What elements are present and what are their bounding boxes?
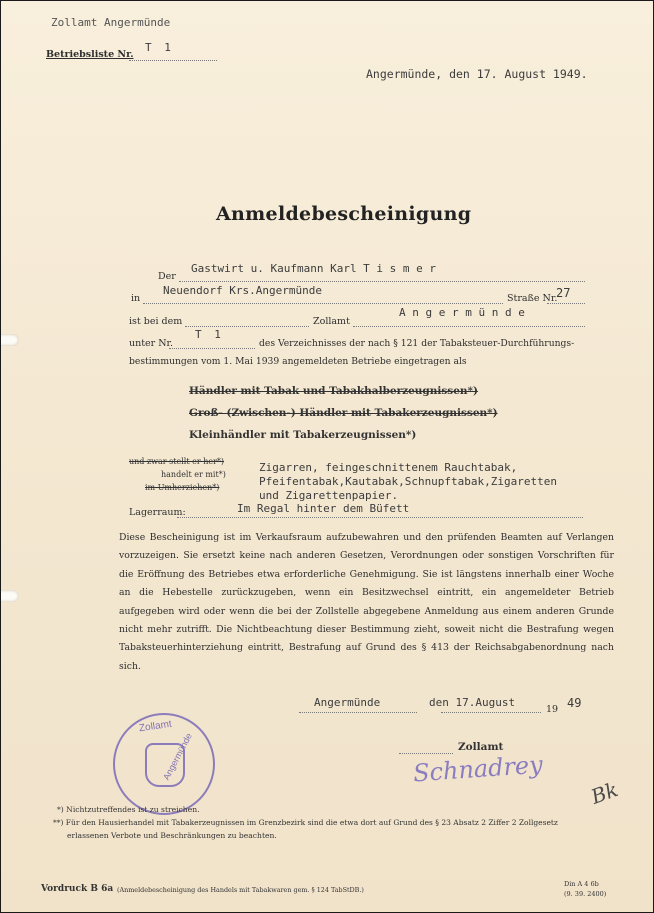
zollamt-footer-line (399, 753, 453, 754)
in-label: in (131, 293, 141, 304)
verzeichnis-text: des Verzeichnisses der nach § 121 der Tabaksteuer-Durchführungs- (259, 338, 575, 349)
unter-nr-line (169, 348, 255, 349)
bottom-den-line (441, 712, 541, 713)
betriebsliste-label: Betriebsliste Nr. (46, 49, 134, 60)
vordruck-description: (Anmeldebescheinigung des Handels mit Tabakwaren gem. § 124 TabStDB.) (117, 886, 364, 894)
lagerraum-line (177, 517, 583, 518)
betriebsliste-line (129, 60, 217, 61)
print-code-1: Din A 4 6b (564, 880, 599, 888)
stamp-top-text: Zollamt (138, 718, 173, 735)
footnote-1: *) Nichtzutreffendes ist zu streichen. (57, 805, 200, 814)
bottom-year-prefix: 19 (546, 704, 559, 715)
office-header: Zollamt Angermünde (51, 16, 171, 29)
print-code-2: (9. 39. 2400) (564, 890, 607, 898)
zollamt-footer: Zollamt (458, 741, 504, 753)
footnote-3: erlassenen Verbote und Beschränkungen zu beachten. (67, 831, 277, 840)
vordruck-label: Vordruck B 6a (41, 884, 114, 894)
place-date-top: Angermünde, den 17. August 1949. (366, 67, 588, 81)
in-line (143, 303, 503, 304)
category-haendler-tabak: Händler mit Tabak und Tabakhalberzeugnissen*) (189, 385, 478, 397)
ist-bei-dem-line (185, 326, 309, 327)
betriebsliste-value: T 1 (145, 41, 174, 54)
unter-nr-value: T 1 (195, 328, 224, 341)
strasse-value: 27 (556, 286, 571, 300)
handelt-value-2: Pfeifentabak,Kautabak,Schnupftabak,Zigaretten (259, 475, 558, 488)
signature: Schnadrey (412, 750, 544, 788)
ist-bei-dem: ist bei dem (129, 316, 183, 327)
strasse-line (547, 303, 585, 304)
zollamt-label: Zollamt (313, 316, 350, 327)
zollamt-value: A n g e r m ü n d e (399, 306, 525, 319)
initials: Bk (587, 777, 622, 809)
footnote-2: **) Für den Hausierhandel mit Tabakerzeugnissen im Grenzbezirk sind die etwa dort auf Grund des § 23 Absatz 2 Ziffer 2 Zollgesetz (53, 818, 558, 827)
handelt-value-1: Zigarren, feingeschnittenem Rauchtabak, (259, 461, 518, 474)
bottom-place-line (299, 712, 417, 713)
zollamt-line (353, 326, 585, 327)
document-title: Anmeldebescheinigung (216, 203, 472, 225)
bestimmungen-text: bestimmungen vom 1. Mai 1939 angemeldeten Betriebe eingetragen als (129, 356, 467, 367)
lagerraum-label: Lagerraum: (129, 507, 186, 518)
stamp-bottom-text: Angermünde (161, 731, 195, 782)
der-line (179, 281, 585, 282)
punch-hole-top (0, 334, 19, 346)
category-kleinhaendler: Kleinhändler mit Tabakerzeugnissen*) (189, 429, 417, 441)
handelt-value-3: und Zigarettenpapier. (259, 489, 399, 502)
handelt-label-handelt: handelt er mit*) (161, 470, 226, 479)
der-value: Gastwirt u. Kaufmann Karl T i s m e r (191, 262, 437, 275)
handelt-label-stellt: und zwar stellt er her*) (129, 457, 225, 466)
category-grosshaendler: Groß- (Zwischen-) Händler mit Tabakerzeugnissen*) (189, 407, 498, 419)
bottom-place: Angermünde (314, 696, 381, 709)
punch-hole-bottom (0, 590, 19, 602)
unter-nr-label: unter Nr. (129, 338, 174, 349)
lagerraum-value: Im Regal hinter dem Büfett (237, 502, 410, 515)
der-label: Der (158, 271, 176, 282)
strasse-label: Straße Nr. (507, 293, 558, 304)
bottom-den: den 17.August (429, 696, 516, 709)
bottom-year-suffix: 49 (567, 696, 582, 710)
body-paragraph: Diese Bescheinigung ist im Verkaufsraum aufzubewahren und den prüfenden Beamten auf Verlangen vorzuzeigen. Sie ersetzt keine nach anderen Gesetzen, Verordnungen oder sonstigen Vorschriften für die Eröffnung des Betriebes etwa erforderliche Genehmigung. Sie ist längstens innerhalb einer Woche an die Hebestelle zurückzugeben, wenn ein Besitzwechsel eintritt, ein angemeldeter Betrieb aufgegeben wird oder wenn die bei der Zollstelle abgegebene Anmeldung aus einem anderen Grunde nicht mehr zutrifft. Die Nichtbeachtung dieser Bestimmung zieht, soweit nicht die Bestrafung wegen Tabaksteuerhinterziehung eintritt, Bestrafung auf Grund des § 413 der Reichsabgabenordnung nach sich. (119, 532, 614, 672)
in-value: Neuendorf Krs.Angermünde (163, 284, 322, 297)
official-stamp (113, 713, 215, 815)
handelt-label-umherziehen: im Umherziehen*) (145, 483, 220, 492)
